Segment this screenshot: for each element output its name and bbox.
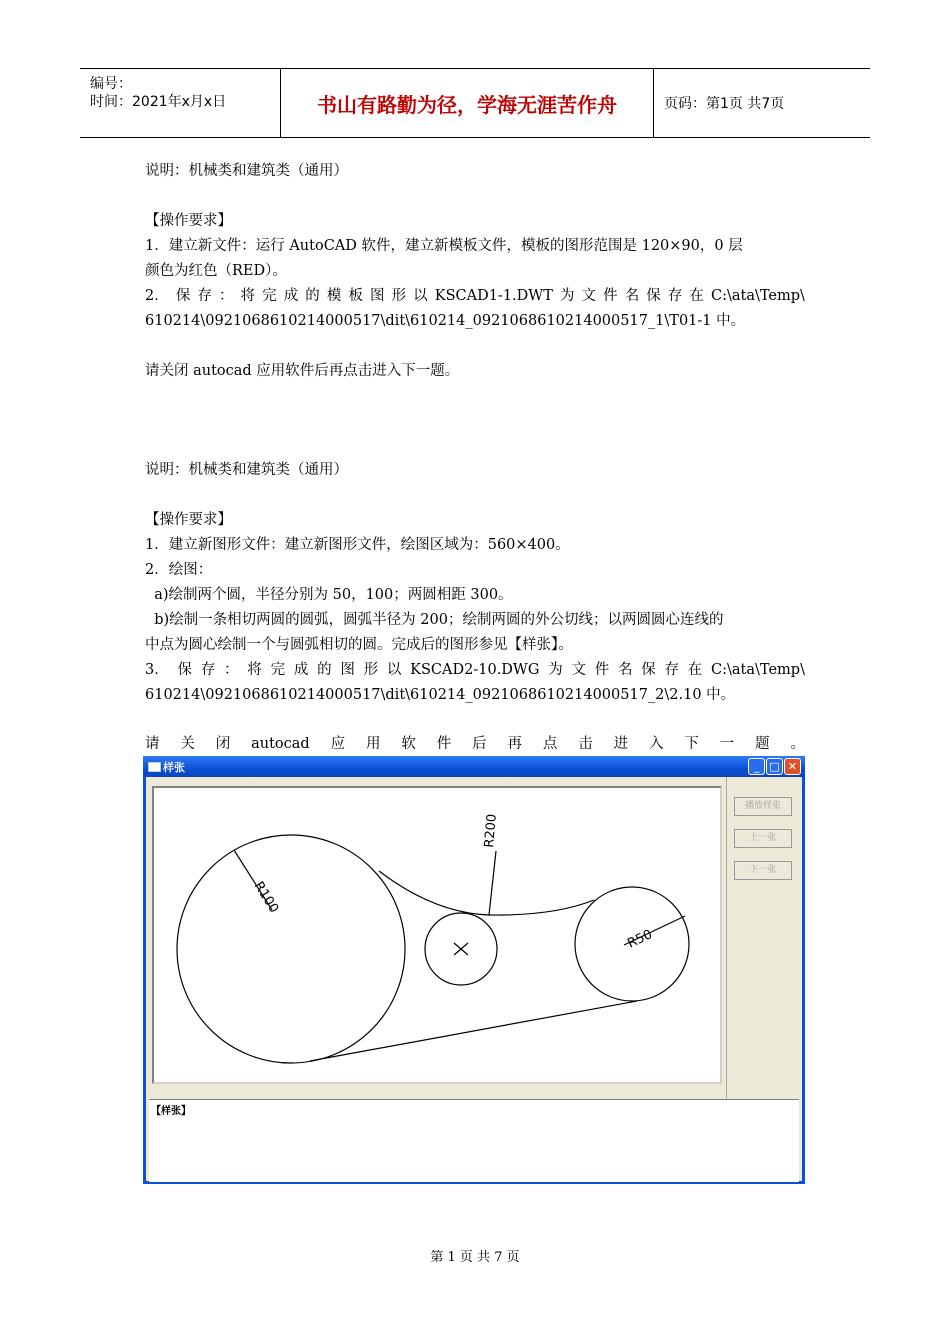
next-sample-button[interactable]: 下一张: [734, 861, 792, 880]
justified-word: 保: [177, 662, 192, 678]
page-footer: 第 1 页 共 7 页: [430, 1250, 520, 1265]
justified-word: C:\ata\Temp\: [711, 662, 805, 678]
justified-word: 的: [317, 662, 332, 678]
side-separator: [726, 777, 727, 1099]
section2-item3-line2: 610214\0921068610214000517\dit\610214_0921068610214000517_2\2.10 中。: [145, 687, 736, 703]
date-label: 时间：2021年x月x日: [90, 94, 227, 110]
number-label: 编号：: [90, 76, 132, 92]
justified-word: 形: [391, 288, 407, 304]
justified-word: 件: [436, 736, 452, 752]
justified-word: 请: [145, 736, 160, 752]
page-header: [80, 68, 870, 138]
r50-label: R50: [625, 927, 655, 952]
justified-word: 文: [571, 662, 586, 678]
window-titlebar[interactable]: [143, 756, 805, 777]
window-title: 样张: [163, 761, 185, 774]
play-sample-button[interactable]: 播放样张: [734, 797, 792, 816]
justified-word: 进: [613, 736, 629, 752]
large-circle: [177, 835, 405, 1063]
section1-item2-line1: [145, 284, 805, 309]
maximize-button[interactable]: □: [766, 758, 783, 775]
justified-word: 文: [581, 288, 597, 304]
section1-item1-line2: 颜色为红色（RED）。: [145, 263, 287, 279]
section2-close-note: [145, 732, 805, 757]
minimize-button[interactable]: _: [748, 758, 765, 775]
justified-word: 击: [578, 736, 593, 752]
section1-close-note: 请关闭 autocad 应用软件后再点击进入下一题。: [145, 363, 460, 379]
notes-panel: [149, 1099, 799, 1182]
justified-word: KSCAD2-10.DWG: [410, 662, 540, 678]
section2-item2: 2．绘图：: [145, 562, 213, 578]
justified-word: 以: [386, 662, 402, 678]
section2-item2b-line1: b)绘制一条相切两圆的圆弧，圆弧半径为 200；绘制两圆的外公切线；以两圆圆心连线的: [145, 612, 724, 628]
r100-label: R100: [250, 879, 282, 916]
justified-word: 存: [200, 662, 216, 678]
section2-item2a: a)绘制两个圆，半径分别为 50，100；两圆相距 300。: [145, 587, 513, 603]
justified-word: 一: [719, 736, 735, 752]
justified-word: ：: [224, 662, 239, 678]
justified-word: 后: [472, 736, 487, 752]
section1-item1-line1: 1．建立新文件：运行 AutoCAD 软件，建立新模板文件，模板的图形范围是 120×90，0 层: [145, 238, 743, 254]
section2-item2b-line2: 中点为圆心绘制一个与圆弧相切的圆。完成后的图形参见【样张】。: [145, 637, 573, 653]
justified-word: 2．: [145, 288, 169, 304]
justified-word: 完: [270, 662, 286, 678]
justified-word: 图: [340, 662, 355, 678]
justified-word: 存: [197, 288, 212, 304]
justified-word: autocad: [251, 736, 310, 752]
justified-word: 入: [648, 736, 664, 752]
section2-item1: 1．建立新图形文件：建立新图形文件，绘图区域为：560×400。: [145, 537, 570, 553]
justified-word: 板: [348, 288, 363, 304]
justified-word: 将: [240, 288, 256, 304]
page-info: 页码：第1页 共7页: [664, 96, 785, 112]
justified-word: 下: [684, 736, 699, 752]
justified-word: 件: [603, 288, 618, 304]
justified-word: 存: [667, 288, 683, 304]
window-app-icon: [148, 762, 161, 772]
section2-req-title: 【操作要求】: [145, 512, 232, 528]
header-meta-cell: [80, 69, 281, 137]
justified-word: 应: [330, 736, 346, 752]
drawing-canvas: [152, 786, 722, 1084]
justified-word: 成: [293, 662, 309, 678]
justified-word: 模: [326, 288, 342, 304]
close-button[interactable]: ✕: [784, 758, 801, 775]
justified-word: 关: [180, 736, 195, 752]
section1-item2-line2: 610214\0921068610214000517\dit\610214_0921068610214000517_1\T01-1 中。: [145, 313, 746, 329]
justified-word: 名: [624, 288, 640, 304]
section1-desc: 说明：机械类和建筑类（通用）: [145, 163, 348, 179]
justified-word: 为: [559, 288, 575, 304]
prev-sample-button[interactable]: 上一张: [734, 829, 792, 848]
section2-desc: 说明：机械类和建筑类（通用）: [145, 462, 348, 478]
justified-word: 将: [247, 662, 262, 678]
justified-word: C:\ata\Temp\: [711, 288, 805, 304]
justified-word: 形: [363, 662, 379, 678]
sample-window: [143, 756, 805, 1184]
notes-label: 【样张】: [151, 1106, 191, 1117]
justified-word: 图: [370, 288, 385, 304]
tangent-arc: [379, 871, 594, 915]
justified-word: 的: [305, 288, 320, 304]
justified-word: 名: [617, 662, 633, 678]
cad-drawing: [154, 788, 720, 1082]
justified-word: ：: [218, 288, 234, 304]
justified-word: 件: [594, 662, 610, 678]
justified-word: 点: [542, 736, 558, 752]
justified-word: KSCAD1-1.DWT: [434, 288, 553, 304]
justified-word: 在: [689, 288, 704, 304]
justified-word: 用: [365, 736, 381, 752]
justified-word: 存: [664, 662, 680, 678]
justified-word: 在: [687, 662, 703, 678]
justified-word: 以: [413, 288, 428, 304]
justified-word: 保: [641, 662, 656, 678]
section1-req-title: 【操作要求】: [145, 213, 232, 229]
justified-word: 题: [755, 736, 770, 752]
justified-word: 为: [548, 662, 563, 678]
motto: 书山有路勤为径，学海无涯苦作舟: [281, 69, 654, 137]
section2-item3-line1: [145, 658, 805, 683]
justified-word: 闭: [215, 736, 231, 752]
justified-word: 成: [283, 288, 299, 304]
justified-word: 。: [790, 736, 805, 752]
justified-word: 完: [262, 288, 277, 304]
r200-leader: [489, 851, 496, 915]
justified-word: 保: [175, 288, 191, 304]
window-client: [146, 777, 802, 1181]
justified-word: 保: [646, 288, 661, 304]
justified-word: 3．: [145, 662, 169, 678]
outer-tangent-line: [310, 1001, 637, 1061]
justified-word: 软: [401, 736, 416, 752]
justified-word: 再: [507, 736, 522, 752]
r200-label: R200: [482, 813, 500, 849]
